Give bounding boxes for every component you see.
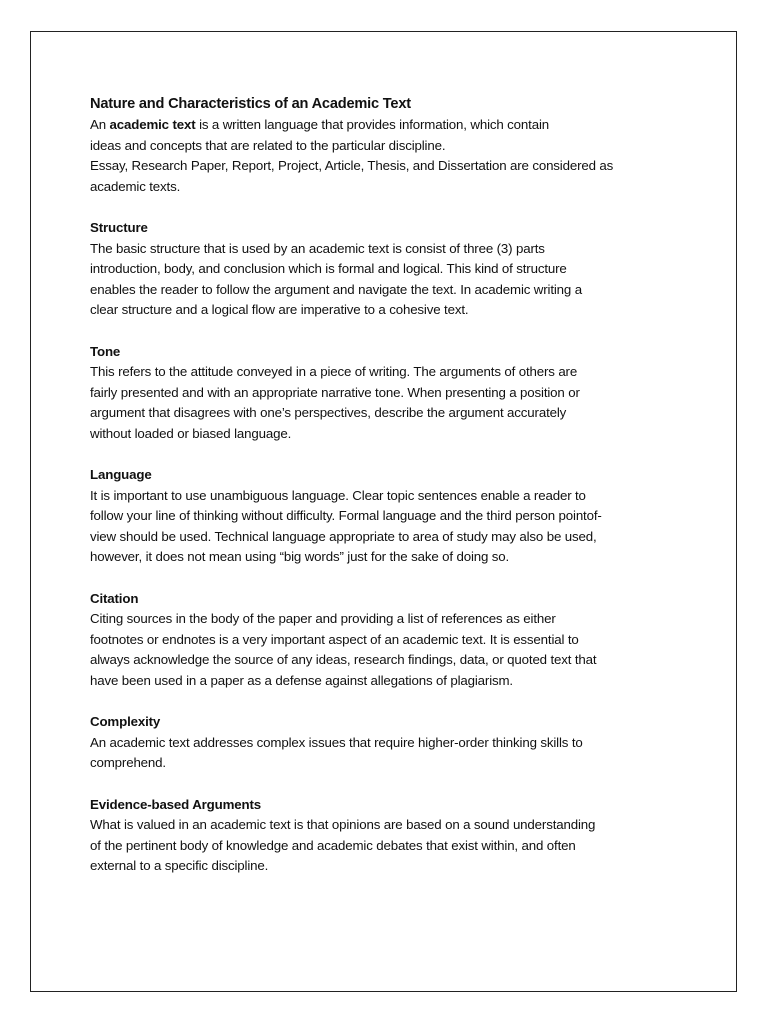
intro-line-3: Essay, Research Paper, Report, Project, Article, Thesis, and Dissertation are considered as xyxy=(90,158,614,174)
paragraph-line: comprehend. xyxy=(90,755,166,771)
document-body xyxy=(90,93,670,877)
paragraph-line: introduction, body, and conclusion which is formal and logical. This kind of structure xyxy=(90,261,567,277)
section-complexity xyxy=(90,712,670,774)
intro-line-1-end: is a written language that provides information, which contain xyxy=(195,117,549,132)
paragraph-line: An academic text addresses complex issues that require higher-order thinking skills to xyxy=(90,734,583,750)
section-paragraph xyxy=(90,486,670,568)
section-heading: Language xyxy=(90,467,152,483)
paragraph-line: What is valued in an academic text is that opinions are based on a sound understanding xyxy=(90,817,596,833)
paragraph-line: footnotes or endnotes is a very important aspect of an academic text. It is essential to xyxy=(90,631,579,647)
paragraph-line: fairly presented and with an appropriate narrative tone. When presenting a position or xyxy=(90,384,580,400)
intro-line-4: academic texts. xyxy=(90,178,181,194)
section-paragraph xyxy=(90,609,670,691)
section-structure xyxy=(90,218,670,321)
paragraph-line: have been used in a paper as a defense against allegations of plagiarism. xyxy=(90,673,513,689)
paragraph-line: of the pertinent body of knowledge and academic debates that exist within, and often xyxy=(90,837,576,853)
paragraph-line: without loaded or biased language. xyxy=(90,425,292,441)
intro-line-1-start: An xyxy=(90,117,110,132)
paragraph-line: external to a specific discipline. xyxy=(90,858,269,874)
section-paragraph xyxy=(90,815,670,877)
document-title: Nature and Characteristics of an Academic Text xyxy=(90,96,411,112)
section-heading: Complexity xyxy=(90,714,161,730)
section-tone xyxy=(90,342,670,445)
paragraph-line: It is important to use unambiguous language. Clear topic sentences enable a reader to xyxy=(90,487,586,503)
section-paragraph xyxy=(90,733,670,774)
paragraph-line: always acknowledge the source of any ideas, research findings, data, or quoted text that xyxy=(90,652,597,668)
section-language xyxy=(90,465,670,568)
paragraph-line: view should be used. Technical language appropriate to area of study may also be used, xyxy=(90,528,597,544)
intro-bold-term: academic text xyxy=(109,117,196,132)
section-citation xyxy=(90,589,670,692)
section-heading: Tone xyxy=(90,343,121,359)
paragraph-line: however, it does not mean using “big words” just for the sake of doing so. xyxy=(90,549,510,565)
paragraph-line: argument that disagrees with one’s perspectives, describe the argument accurately xyxy=(90,405,567,421)
section-heading: Citation xyxy=(90,590,139,606)
paragraph-line: This refers to the attitude conveyed in a piece of writing. The arguments of others are xyxy=(90,364,578,380)
intro-line-2: ideas and concepts that are related to the particular discipline. xyxy=(90,137,446,153)
paragraph-line: follow your line of thinking without difficulty. Formal language and the third person pointof- xyxy=(90,508,602,524)
section-paragraph xyxy=(90,362,670,444)
section-heading: Structure xyxy=(90,219,148,235)
section-paragraph xyxy=(90,239,670,321)
paragraph-line: clear structure and a logical flow are imperative to a cohesive text. xyxy=(90,302,469,318)
section-evidence-based-arguments xyxy=(90,795,670,877)
paragraph-line: Citing sources in the body of the paper and providing a list of references as either xyxy=(90,611,556,627)
section-heading: Evidence-based Arguments xyxy=(90,796,262,812)
intro-line-1 xyxy=(90,115,670,136)
paragraph-line: The basic structure that is used by an academic text is consist of three (3) parts xyxy=(90,240,545,256)
paragraph-line: enables the reader to follow the argument and navigate the text. In academic writing a xyxy=(90,281,582,297)
intro-paragraph xyxy=(90,115,670,197)
